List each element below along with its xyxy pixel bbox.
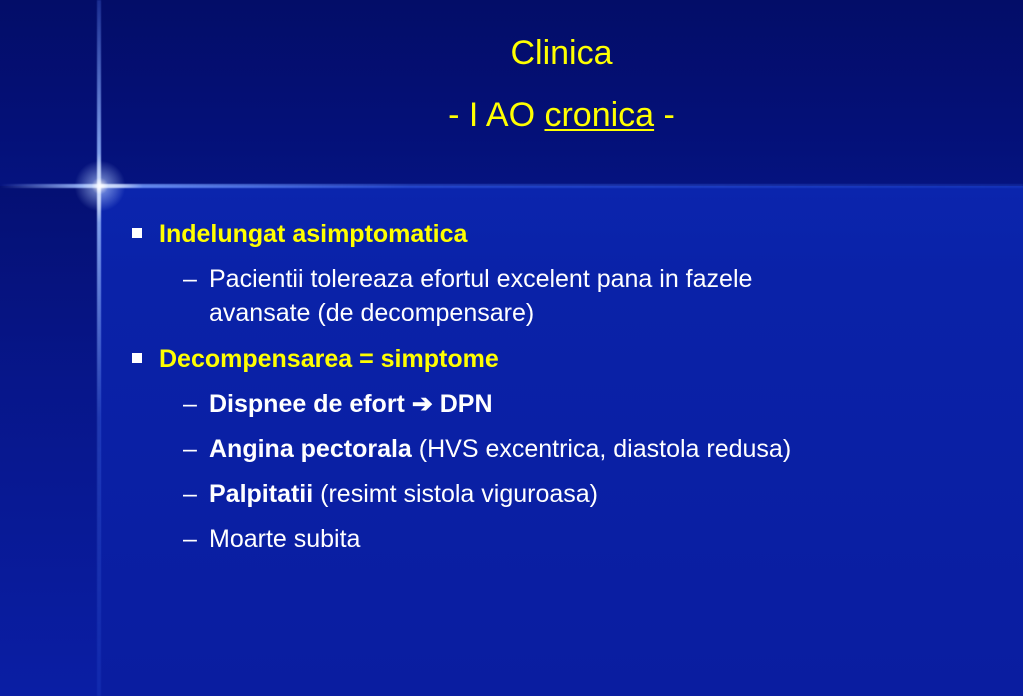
dash-bullet: – [183,435,197,463]
bullet-item [132,344,499,374]
sub-bullet-text: Moarte subita [209,525,361,553]
subtitle-prefix: - I AO [448,96,545,134]
sub-bullet-item [183,477,598,511]
dash-bullet: – [183,525,197,553]
square-bullet-icon [132,353,142,363]
slide-title [100,33,1023,73]
subtitle-suffix: - [654,96,675,134]
sub-bullet-item [183,432,791,466]
square-bullet-icon [132,228,142,238]
horizontal-light-line [0,184,1023,188]
dash-bullet: – [183,480,197,508]
sub-bullet-item [183,522,360,556]
sub-bullet-bold-text: Angina pectorala [209,435,412,463]
bullet-item [132,219,467,249]
slide-subtitle [100,95,1023,135]
light-flare [70,156,130,216]
sub-bullet-text: (HVS excentrica, diastola redusa) [411,435,792,463]
sub-bullet-text: (resimt sistola viguroasa) [313,480,598,508]
dash-bullet: – [183,390,197,418]
sub-bullet-bold-text: Dispnee de efort [209,390,405,418]
bullet-text: Decompensarea = simptome [159,345,499,373]
sub-bullet-item [183,262,752,330]
right-arrow-icon: ➔ [411,390,433,418]
sub-bullet-bold-text: DPN [439,390,493,418]
dash-bullet: – [183,265,197,293]
top-dark-band [0,0,1023,186]
sub-bullet-bold-text: Palpitatii [209,480,314,508]
bullet-text: Indelungat asimptomatica [159,220,468,248]
sub-bullet-text-continued: avansate (de decompensare) [209,299,535,327]
sub-bullet-text: Pacientii tolereaza efortul excelent pana in fazele [209,265,753,293]
sub-bullet-item [183,387,493,421]
title-line1: Clinica [510,34,613,72]
subtitle-underlined-word: cronica [544,96,655,134]
